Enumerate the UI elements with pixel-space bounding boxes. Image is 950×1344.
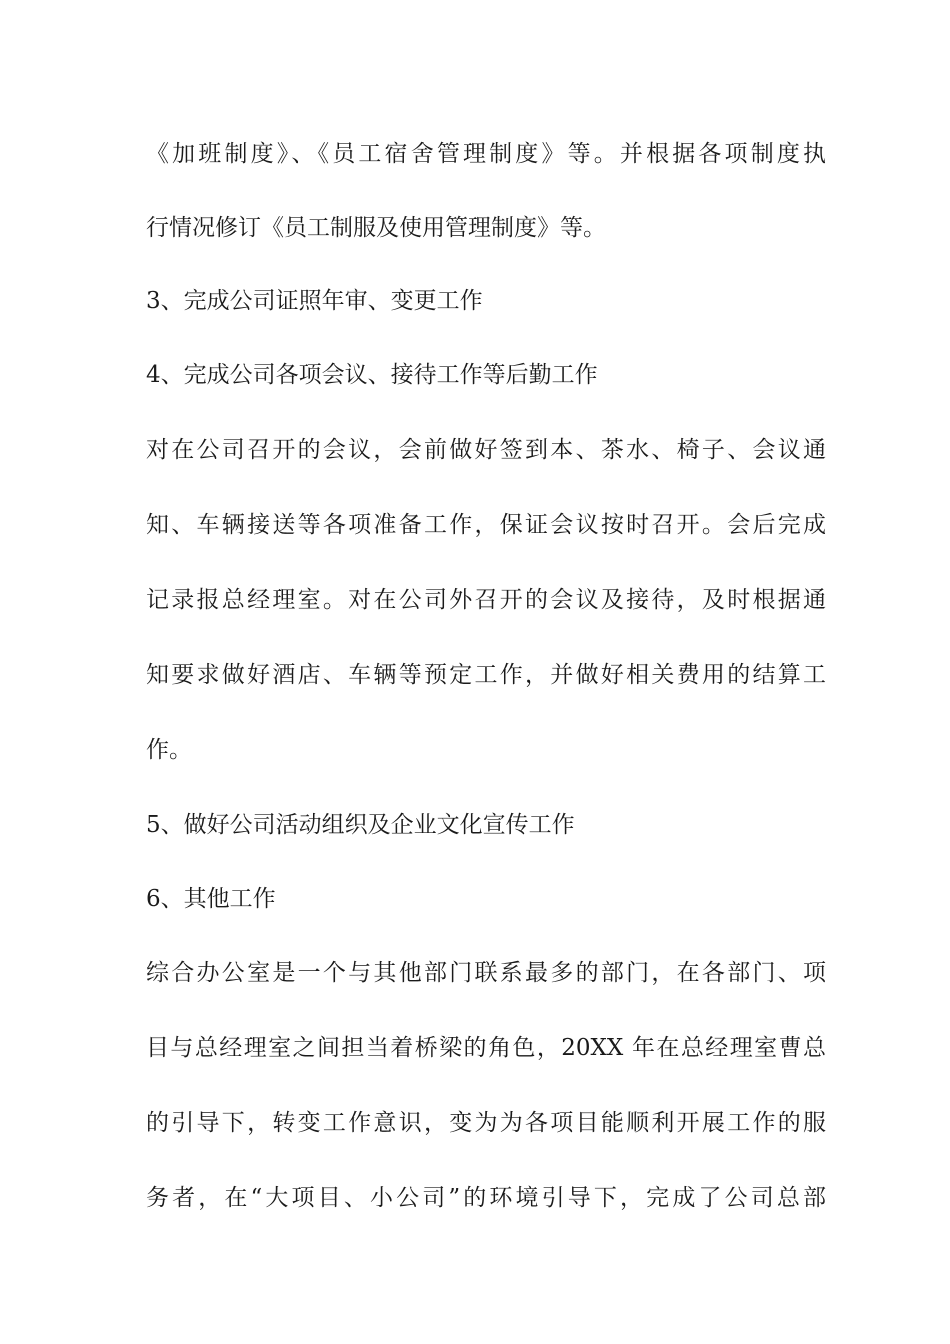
section-heading: 6、其他工作 (146, 886, 276, 912)
text-line: 目与总经理室之间担当着桥梁的角色，20XX 年在总经理室曹总 (146, 1035, 826, 1061)
section-heading: 3、完成公司证照年审、变更工作 (146, 288, 483, 314)
text-line: 作。 (146, 737, 192, 763)
text-line: 《加班制度》、《员工宿舍管理制度》等。并根据各项制度执 (146, 141, 826, 167)
text-line: 行情况修订《员工制服及使用管理制度》等。 (146, 215, 606, 241)
text-line: 知、车辆接送等各项准备工作，保证会议按时召开。会后完成 (146, 512, 826, 538)
section-heading: 5、做好公司活动组织及企业文化宣传工作 (146, 812, 575, 838)
text-line: 对在公司召开的会议，会前做好签到本、茶水、椅子、会议通 (146, 437, 826, 463)
section-heading: 4、完成公司各项会议、接待工作等后勤工作 (146, 362, 598, 388)
text-line: 务者，在“大项目、小公司”的环境引导下，完成了公司总部 (146, 1185, 826, 1211)
text-line: 记录报总经理室。对在公司外召开的会议及接待，及时根据通 (146, 587, 826, 613)
text-line: 知要求做好酒店、车辆等预定工作，并做好相关费用的结算工 (146, 662, 826, 688)
text-line: 的引导下，转变工作意识，变为为各项目能顺利开展工作的服 (146, 1110, 826, 1136)
text-line: 综合办公室是一个与其他部门联系最多的部门，在各部门、项 (146, 960, 826, 986)
